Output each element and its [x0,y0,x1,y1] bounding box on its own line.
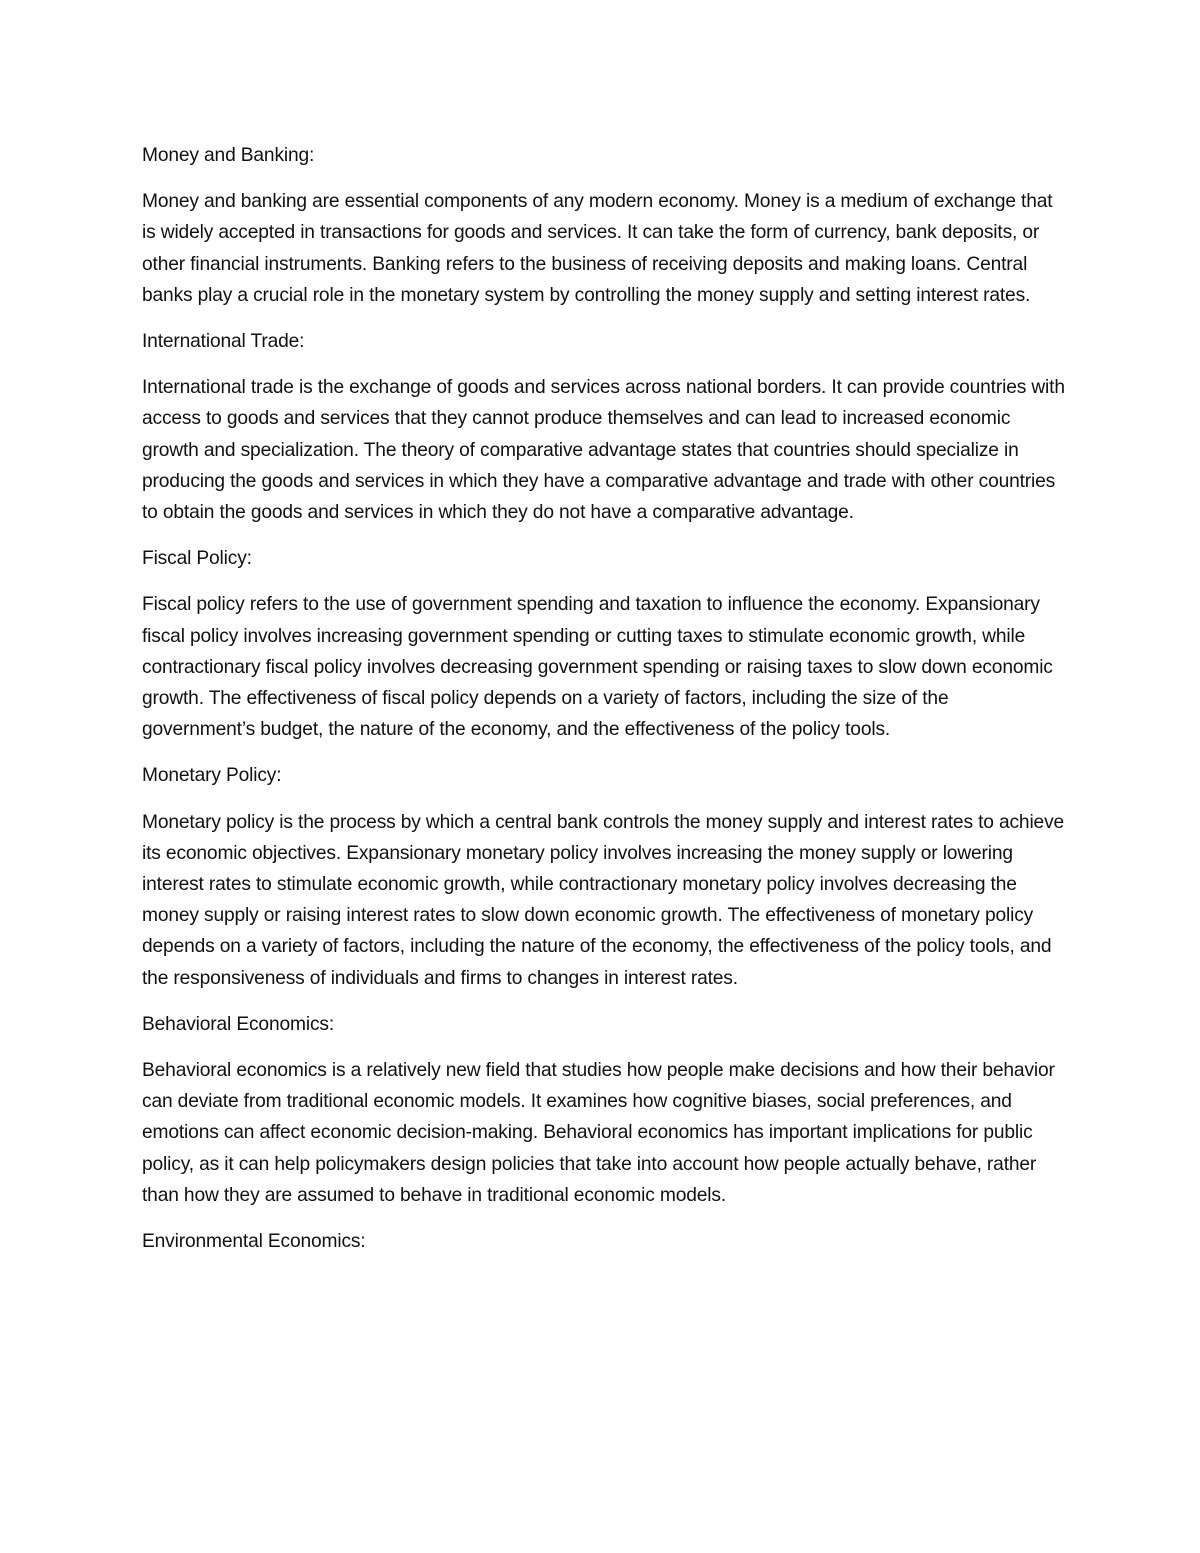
section-heading-behavioral-economics: Behavioral Economics: [142,1013,335,1035]
section-body-behavioral-economics: Behavioral economics is a relatively new field that studies how people make decisions and how their behavior can deviate from traditional economic models. It examines how cognitive biases, social preferences, and emotions can affect economic decision-making. Behavioral economics has important implications for public policy, as it can help policymakers design policies that take into account how people actually behave, rather than how they are assumed to behave in traditional economic models. [142,1060,1055,1206]
section-heading-money-and-banking: Money and Banking: [142,145,315,166]
section-body-international-trade: International trade is the exchange of goods and services across national borders. It can provide countries with access to goods and services that they cannot produce themselves and can lead to increased economic growth and specialization. The theory of comparative advantage states that countries should specialize in producing the goods and services in which they have a comparative advantage and trade with other countries to obtain the goods and services in which they do not have a comparative advantage. [142,377,1065,524]
section-body-monetary-policy: Monetary policy is the process by which a central bank controls the money supply and interest rates to achieve its economic objectives. Expansionary monetary policy involves increasing the money supply or lowering interest rates to stimulate economic growth, while contractionary monetary policy involves decreasing the money supply or raising interest rates to slow down economic growth. The effectiveness of monetary policy depends on a variety of factors, including the nature of the economy, the effectiveness of the policy tools, and the responsiveness of individuals and firms to changes in interest rates. [142,811,1065,989]
section-body-money-and-banking: Money and banking are essential components of any modern economy. Money is a medium of exchange that is widely accepted in transactions for goods and services. It can take the form of currency, bank deposits, or other financial instruments. Banking refers to the business of receiving deposits and making loans. Central banks play a crucial role in the monetary system by controlling the money supply and setting interest rates. [142,191,1053,306]
section-heading-international-trade: International Trade: [142,331,305,353]
document-content [142,140,1066,1272]
section-heading-fiscal-policy: Fiscal Policy: [142,548,252,570]
section-heading-environmental-economics: Environmental Economics: [142,1231,366,1253]
section-body-fiscal-policy: Fiscal policy refers to the use of government spending and taxation to influence the economy. Expansionary fiscal policy involves increasing government spending or cutting taxes to stimulate economic growth, while contractionary fiscal policy involves decreasing government spending or raising taxes to slow down economic growth. The effectiveness of fiscal policy depends on a variety of factors, including the size of the government’s budget, the nature of the economy, and the effectiveness of the policy tools. [142,594,1053,741]
section-heading-monetary-policy: Monetary Policy: [142,765,282,787]
